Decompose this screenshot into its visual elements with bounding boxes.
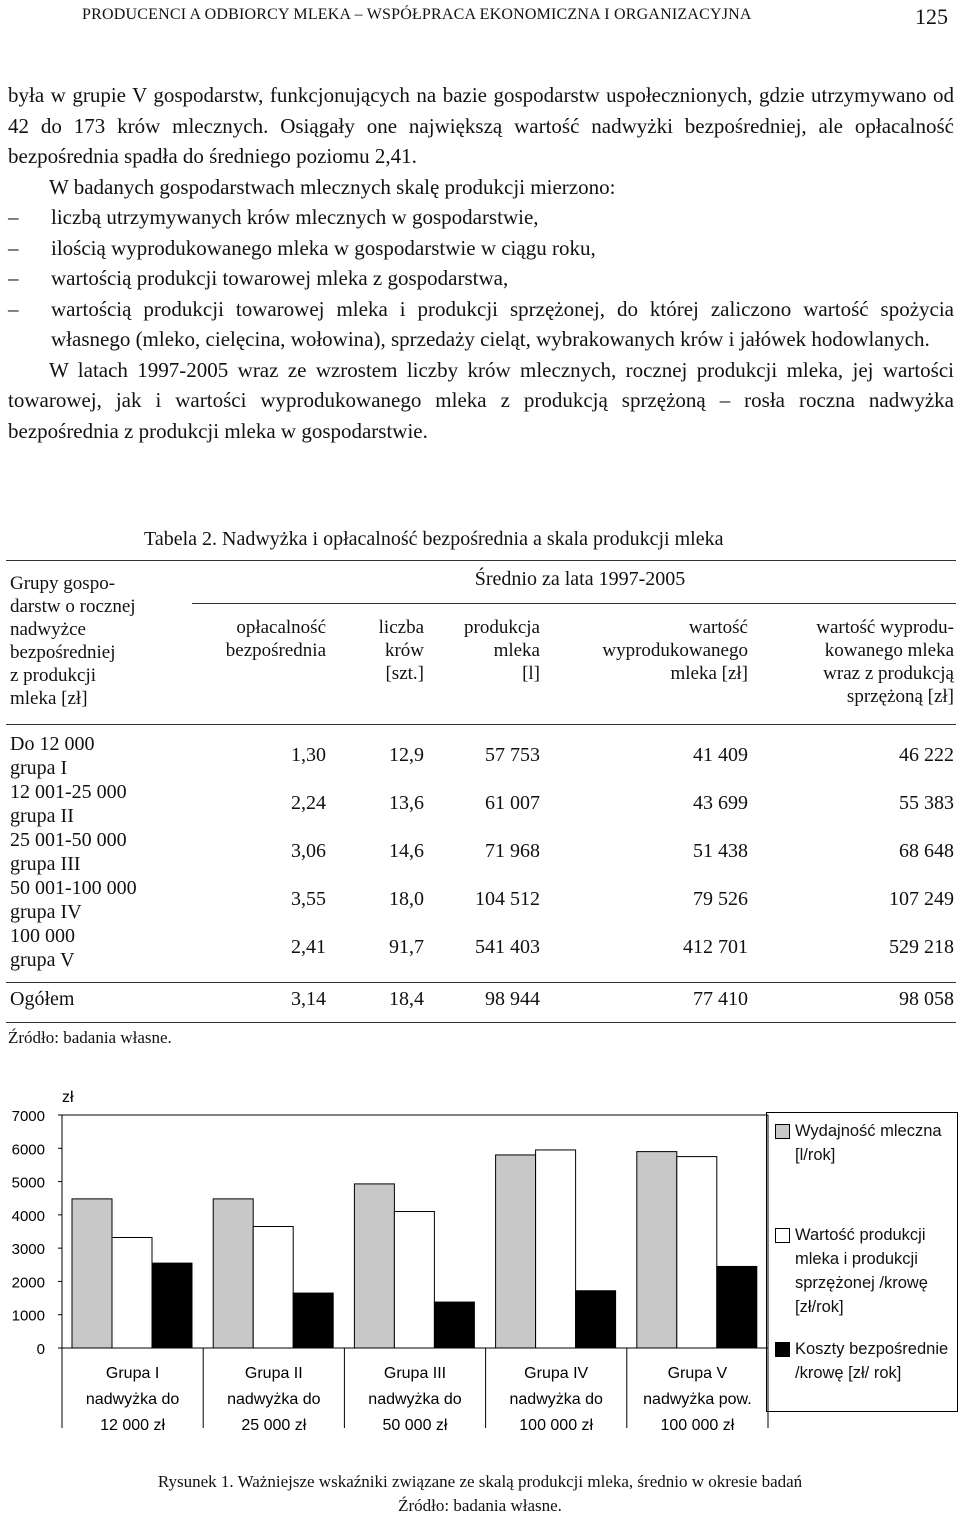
x-tick-label: nadwyżka pow.: [643, 1391, 752, 1408]
bar: [152, 1263, 192, 1348]
running-header: PRODUCENCI A ODBIORCY MLEKA – WSPÓŁPRACA EKONOMICZNA I ORGANIZACYJNA: [82, 6, 752, 23]
bullet-item: – liczbą utrzymywanych krów mlecznych w gospodarstwie,: [8, 202, 954, 233]
bar: [576, 1291, 616, 1348]
table-cell: 41 409: [693, 744, 748, 766]
table-cell: 91,7: [389, 936, 424, 958]
table-cell: 104 512: [475, 888, 540, 910]
x-tick-label: Grupa II: [244, 1365, 303, 1382]
table-cell: 12,9: [389, 744, 424, 766]
legend-swatch: [775, 1124, 790, 1139]
table-cell: 77 410: [693, 988, 748, 1010]
table-rule-header: [6, 724, 956, 725]
table-header-value-joint: wartość wyprodu- kowanego mleka wraz z produkcją sprzężoną [zł]: [816, 617, 954, 707]
chart-legend: [766, 1112, 958, 1412]
x-tick-label: 50 000 zł: [382, 1417, 448, 1434]
table-cell: 107 249: [889, 888, 954, 910]
table-span-header: Średnio za lata 1997-2005: [474, 568, 686, 590]
x-tick-label: nadwyżka do: [227, 1391, 321, 1408]
table-cell: 2,41: [291, 936, 326, 958]
table-header-milk: produkcja mleka [l]: [464, 617, 540, 684]
x-tick-label: Grupa V: [667, 1365, 728, 1382]
bar: [394, 1212, 434, 1348]
table-rule-total: [6, 982, 956, 983]
legend-item: Koszty bezpośrednie /krowę [zł/ rok]: [775, 1337, 960, 1385]
legend-swatch: [775, 1228, 790, 1243]
table-cell: 98 058: [899, 988, 954, 1010]
bar: [496, 1155, 536, 1348]
x-tick-label: Grupa I: [105, 1365, 160, 1382]
paragraph-1: była w grupie V gospodarstw, funkcjonujących na bazie gospodarstw uspołecznionych, gdzie utrzymywano od 42 do 173 krów mlecznych. Osiągały one największą wartość nadwyżki bezpośredniej, ale opłacalność bezpośrednia spadła do średniego poziomu 2,41.: [8, 83, 954, 168]
table-row-label: 50 001-100 000 grupa IV: [10, 877, 137, 923]
table-row-label: Do 12 000 grupa I: [10, 733, 95, 779]
bar: [253, 1227, 293, 1348]
table-cell: 61 007: [485, 792, 540, 814]
x-tick-label: nadwyżka do: [368, 1391, 462, 1408]
x-tick-label: 100 000 zł: [660, 1417, 735, 1434]
bar: [434, 1302, 474, 1348]
y-tick-label: 4000: [11, 1207, 45, 1225]
table-cell: 14,6: [389, 840, 424, 862]
table-source: Źródło: badania własne.: [8, 1028, 172, 1047]
figure-caption: Rysunek 1. Ważniejsze wskaźniki związane ze skalą produkcji mleka, średnio w okresie badań: [157, 1472, 803, 1491]
bar: [293, 1293, 333, 1348]
bar: [354, 1184, 394, 1348]
table-cell: 18,4: [389, 988, 424, 1010]
table-cell: 2,24: [291, 792, 326, 814]
x-tick-label: nadwyżka do: [509, 1391, 603, 1408]
x-tick-label: nadwyżka do: [85, 1391, 180, 1408]
table-rule-bottom: [6, 1022, 956, 1023]
table-rule-span: [192, 603, 956, 604]
table-cell: 541 403: [475, 936, 540, 958]
table-cell: 18,0: [389, 888, 424, 910]
x-tick-label: Grupa III: [383, 1365, 447, 1382]
page-number: 125: [915, 4, 948, 29]
bar: [213, 1199, 253, 1348]
table-header-cows: liczba krów [szt.]: [378, 617, 424, 684]
bar: [637, 1152, 677, 1348]
table-cell: 55 383: [899, 792, 954, 814]
bar: [72, 1199, 112, 1348]
figure-source: Źródło: badania własne.: [398, 1496, 562, 1515]
table-cell: 46 222: [899, 744, 954, 766]
table-caption: Tabela 2. Nadwyżka i opłacalność bezpośrednia a skala produkcji mleka: [144, 528, 724, 550]
table-cell: 529 218: [889, 936, 954, 958]
bar: [677, 1157, 717, 1348]
y-axis-label: zł: [62, 1089, 74, 1106]
table-row-label: 12 001-25 000 grupa II: [10, 781, 127, 827]
table-cell: 79 526: [693, 888, 748, 910]
table-header-profitability: opłacalność bezpośrednia: [225, 617, 326, 661]
table-cell: 98 944: [485, 988, 540, 1010]
bar: [536, 1150, 576, 1348]
bullet-item: – wartością produkcji towarowej mleka i produkcji sprzężonej, do której zaliczono wartość spożycia własnego (mleko, cielęcina, wołowina), sprzedaży cieląt, wybrakowanych krów i jałówek hodowlanych.: [8, 294, 954, 355]
table-cell: 412 701: [683, 936, 748, 958]
table-cell: 68 648: [899, 840, 954, 862]
y-tick-label: 5000: [11, 1174, 45, 1192]
table-header-groups: Grupy gospo- darstw o rocznej nadwyżce bezpośredniej z produkcji mleka [zł]: [10, 573, 136, 709]
legend-item: Wartość produkcji mleka i produkcji sprzężonej /krowę [zł/rok]: [775, 1223, 960, 1319]
table-cell: 13,6: [389, 792, 424, 814]
table-cell: 43 699: [693, 792, 748, 814]
table-row-label: 25 001-50 000 grupa III: [10, 829, 127, 875]
bar: [112, 1237, 152, 1348]
x-tick-label: 12 000 zł: [100, 1417, 166, 1434]
table-cell: 71 968: [485, 840, 540, 862]
legend-item: Wydajność mleczna [l/rok]: [775, 1119, 960, 1167]
y-tick-label: 6000: [11, 1141, 45, 1159]
table-cell: 57 753: [485, 744, 540, 766]
y-tick-label: 2000: [11, 1274, 45, 1292]
table-cell: 3,14: [291, 988, 326, 1010]
legend-swatch: [775, 1342, 790, 1357]
x-tick-label: 100 000 zł: [519, 1417, 594, 1434]
table-cell: 1,30: [291, 744, 326, 766]
y-tick-label: 7000: [11, 1108, 45, 1125]
bar: [717, 1266, 757, 1348]
body-text: [8, 80, 954, 446]
table-total-label: Ogółem: [10, 988, 75, 1010]
x-tick-label: 25 000 zł: [241, 1417, 307, 1434]
y-tick-label: 3000: [11, 1241, 45, 1259]
y-tick-label: 0: [36, 1341, 45, 1358]
bullet-item: – wartością produkcji towarowej mleka z gospodarstwa,: [8, 263, 954, 294]
bullet-item: – ilością wyprodukowanego mleka w gospodarstwie w ciągu roku,: [8, 233, 954, 264]
table-cell: 51 438: [693, 840, 748, 862]
table-rule-top: [6, 560, 956, 561]
table-cell: 3,55: [291, 888, 326, 910]
paragraph-2: W badanych gospodarstwach mlecznych skalę produkcji mierzono:: [49, 174, 616, 199]
x-tick-label: Grupa IV: [524, 1365, 589, 1382]
table-header-value: wartość wyprodukowanego mleka [zł]: [602, 617, 748, 684]
table-cell: 3,06: [291, 840, 326, 862]
paragraph-3: W latach 1997-2005 wraz ze wzrostem liczby krów mlecznych, rocznej produkcji mleka, jej wartości towarowej, jak i wartości wyprodukowanego mleka z produkcją sprzężoną – rosła roczna nadwyżka bezpośrednia z produkcji mleka w gospodarstwie.: [8, 357, 954, 443]
y-tick-label: 1000: [11, 1307, 45, 1325]
table-row-label: 100 000 grupa V: [10, 925, 75, 971]
